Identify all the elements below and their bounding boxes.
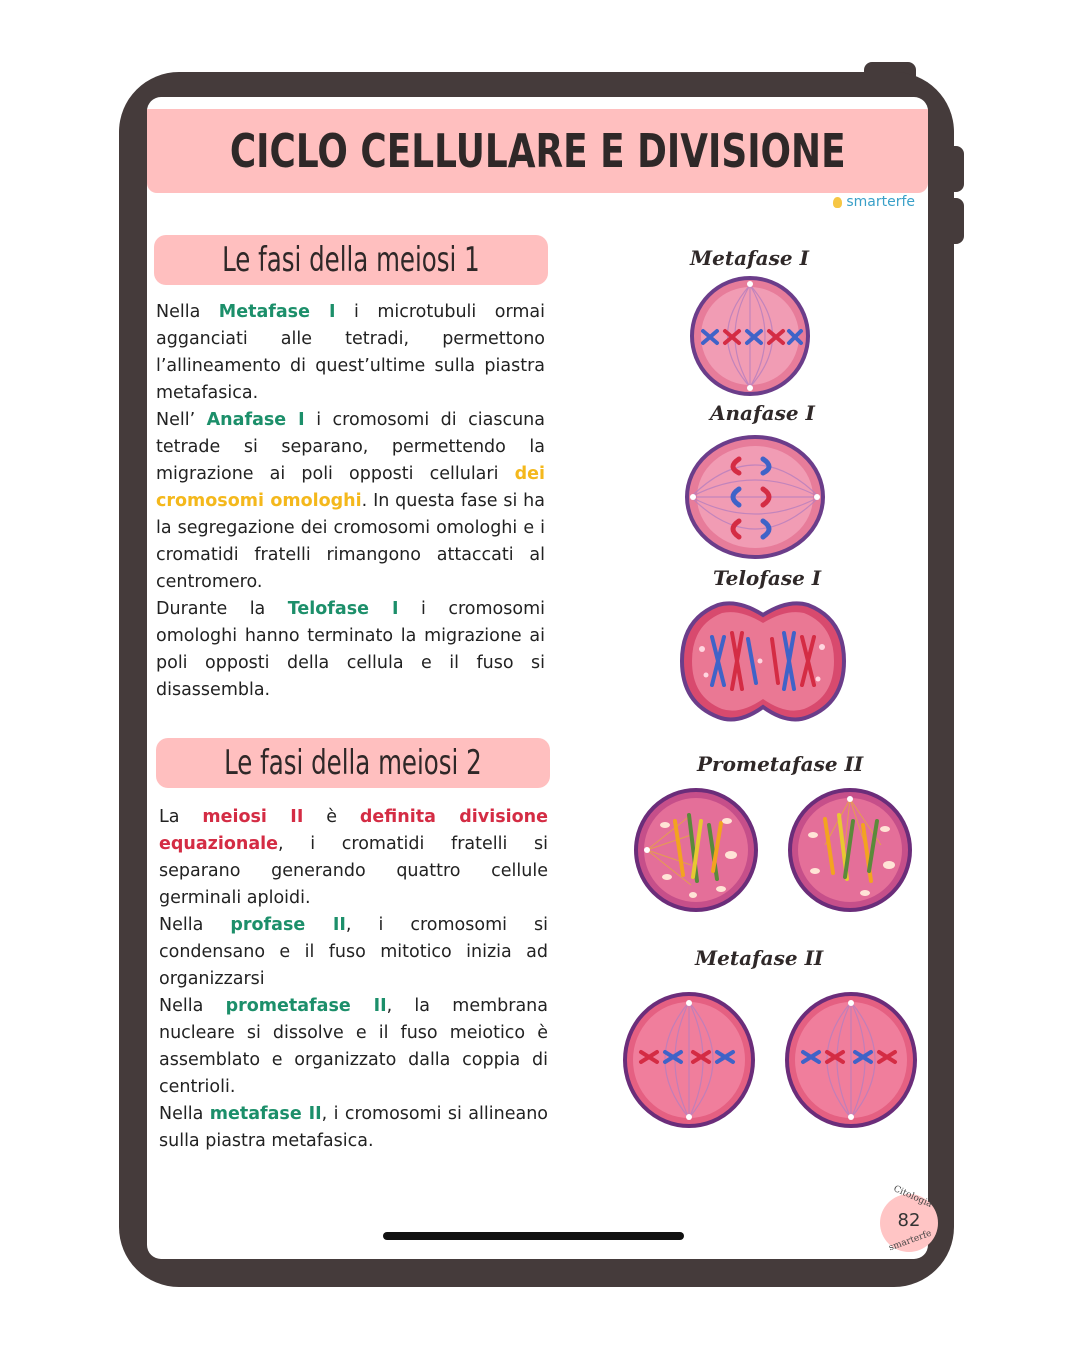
keyword-metafase-1: Metafase I xyxy=(218,302,336,322)
metafase-2-cell-left xyxy=(621,990,759,1130)
text-run: , la membrana nucleare si dissolve e il fuso meiotico è assemblato e organizzato dalla coppia di centrioli. xyxy=(159,996,549,1097)
text-run: Nell’ xyxy=(156,410,207,430)
section2-paragraph-prometafase xyxy=(159,993,548,1101)
text-run: Nella xyxy=(159,1104,210,1124)
text-run: è xyxy=(303,807,360,827)
anafase-1-illustration xyxy=(683,433,831,561)
section1-paragraph-telofase xyxy=(156,596,545,704)
text-run: . In questa fase si ha la segregazione dei cromosomi omologhi e i cromatidi fratelli rimangono attaccati al centromero. xyxy=(156,491,545,592)
label-metafase-1: Metafase I xyxy=(690,246,809,270)
text-run: i cromosomi omologhi hanno terminato la migrazione ai poli opposti della cellula e il fuso si disassembla. xyxy=(156,599,545,700)
section1-body xyxy=(156,299,545,704)
text-run: Nella xyxy=(159,915,231,935)
badge-subject: Citologia xyxy=(891,1184,934,1210)
title-banner xyxy=(147,109,928,193)
text-run: i cromosomi di ciascuna tetrade si separano, permettendo la migrazione ai poli opposti cellulari xyxy=(156,410,545,484)
section2-paragraph-metafase xyxy=(159,1101,548,1155)
telofase-1-illustration xyxy=(678,597,848,727)
text-run: La xyxy=(159,807,203,827)
section1-paragraph-metafase xyxy=(156,299,545,407)
text-run: Nella xyxy=(159,996,226,1016)
keyword-telofase-1: Telofase I xyxy=(287,599,399,619)
label-anafase-1: Anafase I xyxy=(710,401,815,425)
section2-body xyxy=(159,804,548,1155)
keyword-anafase-1: Anafase I xyxy=(206,410,305,430)
section2-paragraph-profase xyxy=(159,912,548,993)
tablet-screen xyxy=(147,97,934,1259)
text-run: Nella xyxy=(156,302,219,322)
lightbulb-icon xyxy=(833,197,842,208)
metafase-1-illustration xyxy=(685,273,819,397)
label-telofase-1: Telofase I xyxy=(713,566,822,590)
section2-heading: Le fasi della meiosi 2 xyxy=(224,743,482,783)
keyword-cromosomi-omologhi: dei cromosomi omologhi xyxy=(156,464,545,511)
label-metafase-2: Metafase II xyxy=(695,946,824,970)
keyword-prometafase-2: prometafase II xyxy=(225,996,387,1016)
text-run: i microtubuli ormai agganciati alle tetradi, permettono l’allineamento di quest’ultime sulla piastra metafasica. xyxy=(156,302,545,403)
text-run: , i cromosomi si condensano e il fuso mitotico inizia ad organizzarsi xyxy=(159,915,548,989)
keyword-divisione-equazionale: definita divisione equazionale xyxy=(159,807,548,854)
section1-paragraph-anafase xyxy=(156,407,545,596)
keyword-profase-2: profase II xyxy=(230,915,346,935)
section2-heading-box xyxy=(156,738,550,788)
text-run: , i cromatidi fratelli si separano generando quattro cellule germinali aploidi. xyxy=(159,834,548,908)
section2-paragraph-intro xyxy=(159,804,548,912)
prometafase-2-cell-left xyxy=(631,785,761,915)
brand-name: smarterfe xyxy=(846,194,915,210)
page-number-badge xyxy=(880,1184,938,1254)
prometafase-2-cell-right xyxy=(785,785,915,915)
text-run: , i cromosomi si allineano sulla piastra metafasica. xyxy=(159,1104,548,1151)
page-number: 82 xyxy=(897,1210,921,1231)
keyword-meiosi-2: meiosi II xyxy=(202,807,304,827)
metafase-2-cell-right xyxy=(783,990,921,1130)
section1-heading: Le fasi della meiosi 1 xyxy=(222,240,480,280)
badge-brand: smarterfe xyxy=(887,1228,934,1254)
page-title: CICLO CELLULARE E DIVISIONE xyxy=(229,124,846,178)
brand-tag xyxy=(833,194,915,210)
keyword-metafase-2: metafase II xyxy=(209,1104,322,1124)
home-indicator xyxy=(383,1232,684,1240)
text-run: Durante la xyxy=(156,599,288,619)
label-prometafase-2: Prometafase II xyxy=(697,752,864,776)
section1-heading-box xyxy=(154,235,548,285)
